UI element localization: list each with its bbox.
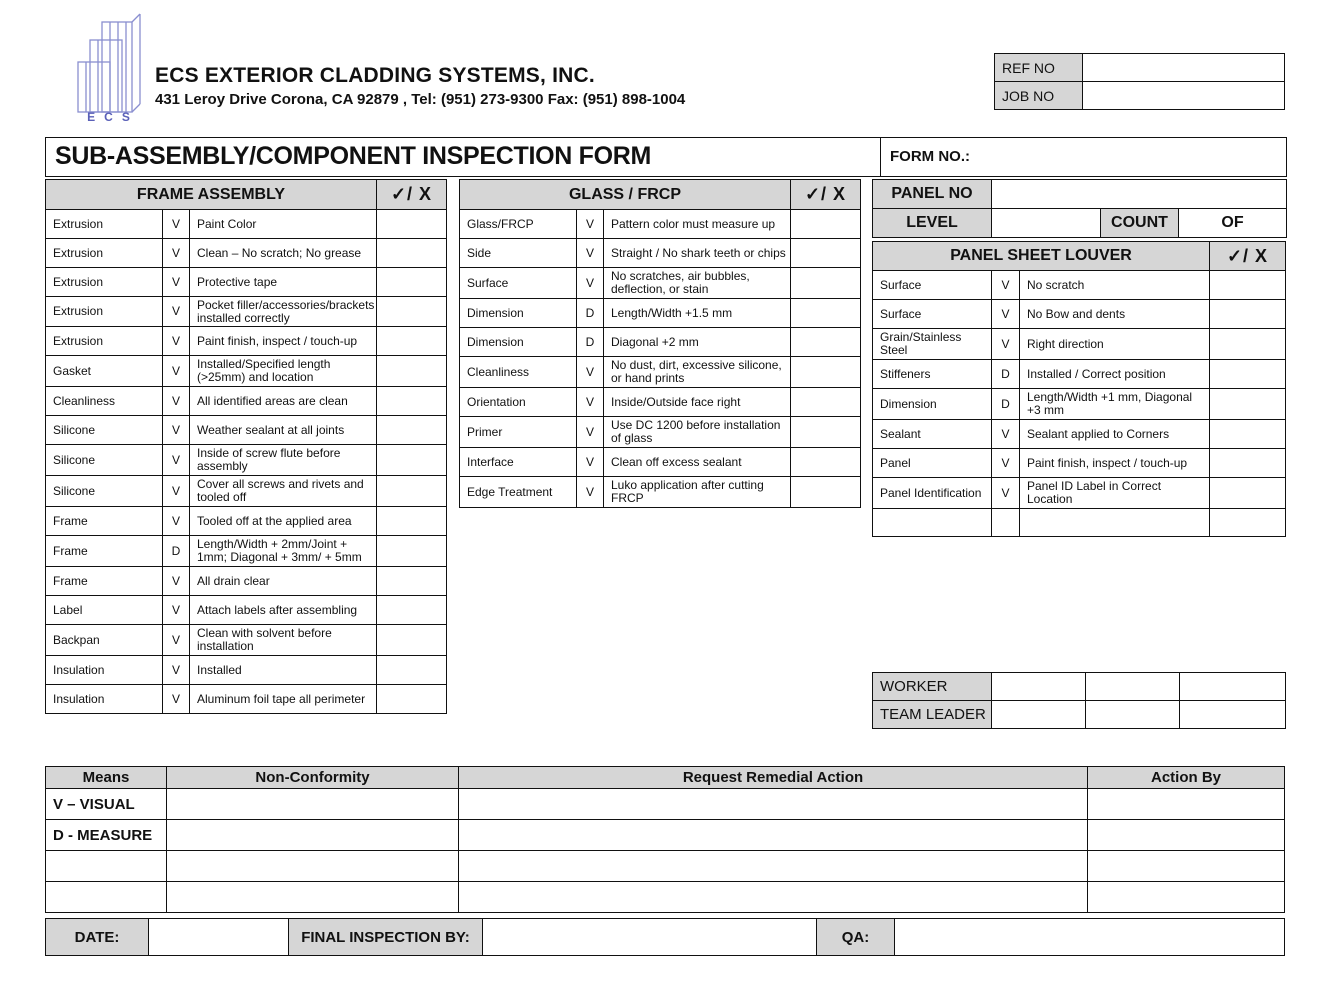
checklist-item: Cleanliness <box>460 357 577 388</box>
panel-no-label: PANEL NO <box>873 180 992 209</box>
checklist-criterion: No Bow and dents <box>1020 300 1210 329</box>
checklist-criterion: Pattern color must measure up <box>604 210 791 239</box>
final-inspection-label: FINAL INSPECTION BY: <box>289 919 483 956</box>
checklist-criterion: Paint finish, inspect / touch-up <box>1020 449 1210 478</box>
check-result-cell[interactable] <box>377 239 447 268</box>
nonconformity-cell[interactable] <box>167 820 459 851</box>
checklist-item: Surface <box>873 271 992 300</box>
check-result-cell[interactable] <box>377 596 447 625</box>
title-bar <box>45 137 1287 177</box>
inspection-method-code: V <box>577 477 604 508</box>
qa-label: QA: <box>817 919 895 956</box>
check-result-cell[interactable] <box>377 476 447 507</box>
checklist-criterion: Cover all screws and rivets and tooled off <box>190 476 377 507</box>
checklist-criterion: No scratch <box>1020 271 1210 300</box>
ref-job-table <box>994 53 1285 110</box>
checklist-row <box>460 239 861 268</box>
checklist-item: Extrusion <box>46 210 163 239</box>
team-leader-field-1[interactable] <box>992 701 1086 729</box>
check-result-cell[interactable] <box>791 268 861 299</box>
checklist-item: Interface <box>460 448 577 477</box>
inspection-method-code: V <box>163 327 190 356</box>
checklist-item: Dimension <box>873 389 992 420</box>
checklist-row <box>46 596 447 625</box>
action-by-cell[interactable] <box>1088 851 1285 882</box>
checklist-criterion: Paint finish, inspect / touch-up <box>190 327 377 356</box>
inspection-method-code: V <box>577 239 604 268</box>
checklist-criterion: Straight / No shark teeth or chips <box>604 239 791 268</box>
inspection-method-code: V <box>163 656 190 685</box>
inspection-method-code: V <box>992 420 1020 449</box>
checklist-row <box>460 357 861 388</box>
checklist-row <box>460 417 861 448</box>
check-result-cell[interactable] <box>377 536 447 567</box>
checklist-criterion: Aluminum foil tape all perimeter <box>190 685 377 714</box>
inspection-method-code: D <box>992 389 1020 420</box>
check-result-cell[interactable] <box>1210 329 1286 360</box>
checklist-item: Orientation <box>460 388 577 417</box>
checklist-item: Extrusion <box>46 327 163 356</box>
checklist-row <box>873 478 1286 509</box>
nonconformity-header: Non-Conformity <box>167 767 459 789</box>
qa-field[interactable] <box>895 919 1285 956</box>
check-result-cell[interactable] <box>377 327 447 356</box>
company-address: 431 Leroy Drive Corona, CA 92879 , Tel: (951) 273-9300 Fax: (951) 898-1004 <box>155 91 686 108</box>
checklist-row <box>46 656 447 685</box>
check-result-cell[interactable] <box>1210 389 1286 420</box>
checklist-item: Grain/Stainless Steel <box>873 329 992 360</box>
inspection-method-code: V <box>163 567 190 596</box>
inspection-method-code <box>992 509 1020 537</box>
inspection-method-code: V <box>577 268 604 299</box>
check-result-cell[interactable] <box>1210 420 1286 449</box>
checklist-criterion: Inside of screw flute before assembly <box>190 445 377 476</box>
check-result-cell[interactable] <box>377 656 447 685</box>
checklist-row <box>460 448 861 477</box>
means-measure: D - MEASURE <box>46 820 167 851</box>
nonconformity-cell[interactable] <box>167 851 459 882</box>
checklist-row <box>873 271 1286 300</box>
checklist-row <box>46 507 447 536</box>
glass-frcp-table <box>459 179 861 508</box>
date-label: DATE: <box>46 919 149 956</box>
inspection-method-code: V <box>992 300 1020 329</box>
panel-sheet-louver-heading: PANEL SHEET LOUVER <box>873 242 1210 271</box>
glass-check-mark-header: ✓/ X <box>791 180 861 210</box>
check-result-cell[interactable] <box>791 239 861 268</box>
checklist-criterion: Clean – No scratch; No grease <box>190 239 377 268</box>
checklist-row <box>46 625 447 656</box>
ref-no-field[interactable] <box>1083 54 1285 82</box>
checklist-criterion: Use DC 1200 before installation of glass <box>604 417 791 448</box>
checklist-criterion: Paint Color <box>190 210 377 239</box>
inspection-method-code: V <box>163 685 190 714</box>
checklist-criterion: Installed/Specified length (>25mm) and location <box>190 356 377 387</box>
panel-no-field[interactable] <box>992 180 1287 209</box>
inspection-method-code: V <box>163 416 190 445</box>
check-result-cell[interactable] <box>791 328 861 357</box>
check-result-cell[interactable] <box>791 299 861 328</box>
check-result-cell[interactable] <box>377 445 447 476</box>
check-result-cell[interactable] <box>377 356 447 387</box>
checklist-row <box>46 445 447 476</box>
checklist-row <box>46 239 447 268</box>
checklist-item: Extrusion <box>46 268 163 297</box>
inspection-method-code: V <box>163 356 190 387</box>
check-result-cell[interactable] <box>377 297 447 327</box>
inspection-method-code: V <box>577 210 604 239</box>
check-result-cell[interactable] <box>377 507 447 536</box>
means-visual: V – VISUAL <box>46 789 167 820</box>
checklist-row <box>460 477 861 508</box>
checklist-item: Extrusion <box>46 239 163 268</box>
check-result-cell[interactable] <box>791 357 861 388</box>
remedial-action-header: Request Remedial Action <box>459 767 1088 789</box>
checklist-criterion: Length/Width + 2mm/Joint + 1mm; Diagonal + 3mm/ + 5mm <box>190 536 377 567</box>
check-result-cell[interactable] <box>377 268 447 297</box>
checklist-row <box>873 449 1286 478</box>
checklist-criterion: All drain clear <box>190 567 377 596</box>
remedial-cell[interactable] <box>459 851 1088 882</box>
level-label: LEVEL <box>873 209 992 238</box>
team-leader-field-3[interactable] <box>1180 701 1286 729</box>
checklist-item: Dimension <box>460 328 577 357</box>
team-leader-field-2[interactable] <box>1086 701 1180 729</box>
worker-field-3[interactable] <box>1180 673 1286 701</box>
date-field[interactable] <box>149 919 289 956</box>
checklist-row <box>46 416 447 445</box>
checklist-row <box>46 685 447 714</box>
checklist-row <box>873 360 1286 389</box>
checklist-row <box>46 536 447 567</box>
checklist-criterion: Length/Width +1.5 mm <box>604 299 791 328</box>
check-result-cell[interactable] <box>1210 449 1286 478</box>
check-result-cell[interactable] <box>791 477 861 508</box>
checklist-criterion: Panel ID Label in Correct Location <box>1020 478 1210 509</box>
checklist-item: Glass/FRCP <box>460 210 577 239</box>
checklist-item: Extrusion <box>46 297 163 327</box>
checklist-criterion: Tooled off at the applied area <box>190 507 377 536</box>
count-label: COUNT <box>1101 209 1179 238</box>
checklist-row <box>46 268 447 297</box>
checklist-item: Frame <box>46 567 163 596</box>
remedial-cell[interactable] <box>459 789 1088 820</box>
checklist-item: Insulation <box>46 656 163 685</box>
check-result-cell[interactable] <box>791 417 861 448</box>
inspection-method-code: V <box>992 478 1020 509</box>
check-result-cell[interactable] <box>1210 271 1286 300</box>
checklist-criterion: Clean with solvent before installation <box>190 625 377 656</box>
checklist-row <box>46 476 447 507</box>
check-result-cell[interactable] <box>377 387 447 416</box>
checklist-item: Insulation <box>46 685 163 714</box>
checklist-row <box>46 387 447 416</box>
checklist-item: Cleanliness <box>46 387 163 416</box>
inspection-method-code: V <box>992 271 1020 300</box>
inspection-method-code: V <box>163 445 190 476</box>
checklist-criterion: Sealant applied to Corners <box>1020 420 1210 449</box>
level-field[interactable] <box>992 209 1101 238</box>
panel-sheet-louver-table <box>872 241 1286 537</box>
means-header: Means <box>46 767 167 789</box>
check-result-cell[interactable] <box>377 416 447 445</box>
action-by-header: Action By <box>1088 767 1285 789</box>
checklist-criterion: Installed <box>190 656 377 685</box>
panel-info-table <box>872 179 1287 238</box>
team-leader-label: TEAM LEADER <box>873 701 992 729</box>
checklist-item: Edge Treatment <box>460 477 577 508</box>
inspection-method-code: V <box>163 210 190 239</box>
inspection-method-code: V <box>163 625 190 656</box>
checklist-criterion: Pocket filler/accessories/brackets installed correctly <box>190 297 377 327</box>
check-result-cell[interactable] <box>377 567 447 596</box>
checklist-item: Primer <box>460 417 577 448</box>
checklist-item <box>873 509 992 537</box>
title-divider <box>880 138 881 176</box>
inspection-method-code: V <box>163 387 190 416</box>
remedial-cell[interactable] <box>459 820 1088 851</box>
checklist-row <box>460 299 861 328</box>
checklist-row <box>873 329 1286 360</box>
inspection-method-code: D <box>577 299 604 328</box>
check-result-cell[interactable] <box>791 448 861 477</box>
checklist-row <box>873 389 1286 420</box>
checklist-row <box>460 328 861 357</box>
checklist-item: Surface <box>460 268 577 299</box>
checklist-criterion: Attach labels after assembling <box>190 596 377 625</box>
building-logo-icon <box>72 10 152 126</box>
of-label: OF <box>1179 209 1287 238</box>
frame-assembly-heading: FRAME ASSEMBLY <box>46 180 377 210</box>
final-inspection-field[interactable] <box>483 919 817 956</box>
inspection-method-code: D <box>163 536 190 567</box>
checklist-item: Sealant <box>873 420 992 449</box>
checklist-row <box>873 300 1286 329</box>
checklist-item: Stiffeners <box>873 360 992 389</box>
company-header <box>155 64 685 108</box>
checklist-item: Silicone <box>46 445 163 476</box>
checklist-criterion <box>1020 509 1210 537</box>
inspection-method-code: V <box>163 507 190 536</box>
action-by-cell[interactable] <box>1088 789 1285 820</box>
checklist-item: Silicone <box>46 476 163 507</box>
checklist-criterion: Installed / Correct position <box>1020 360 1210 389</box>
checklist-criterion: Diagonal +2 mm <box>604 328 791 357</box>
means-cell[interactable] <box>46 851 167 882</box>
footer-table <box>45 918 1285 956</box>
inspection-method-code: V <box>163 297 190 327</box>
checklist-item: Side <box>460 239 577 268</box>
frame-assembly-table <box>45 179 447 714</box>
checklist-criterion: Weather sealant at all joints <box>190 416 377 445</box>
checklist-row <box>460 268 861 299</box>
checklist-item: Panel <box>873 449 992 478</box>
company-logo <box>72 10 152 126</box>
checklist-criterion: Clean off excess sealant <box>604 448 791 477</box>
ref-no-label: REF NO <box>995 54 1083 82</box>
check-result-cell[interactable] <box>791 388 861 417</box>
checklist-criterion: No dust, dirt, excessive silicone, or hand prints <box>604 357 791 388</box>
checklist-item: Dimension <box>460 299 577 328</box>
nonconformity-cell[interactable] <box>167 882 459 913</box>
checklist-item: Frame <box>46 507 163 536</box>
nonconformity-cell[interactable] <box>167 789 459 820</box>
checklist-criterion: No scratches, air bubbles, deflection, or stain <box>604 268 791 299</box>
check-result-cell[interactable] <box>1210 300 1286 329</box>
check-result-cell[interactable] <box>377 625 447 656</box>
checklist-item: Silicone <box>46 416 163 445</box>
checklist-row <box>460 388 861 417</box>
checklist-criterion: Protective tape <box>190 268 377 297</box>
check-result-cell[interactable] <box>1210 509 1286 537</box>
checklist-row <box>46 210 447 239</box>
check-result-cell[interactable] <box>1210 478 1286 509</box>
inspection-method-code: V <box>577 448 604 477</box>
logo-text: ECS <box>87 110 139 124</box>
checklist-row <box>46 356 447 387</box>
action-by-cell[interactable] <box>1088 820 1285 851</box>
inspection-method-code: V <box>992 449 1020 478</box>
job-no-label: JOB NO <box>995 82 1083 110</box>
job-no-field[interactable] <box>1083 82 1285 110</box>
checklist-item: Backpan <box>46 625 163 656</box>
panel-check-mark-header: ✓/ X <box>1210 242 1286 271</box>
checklist-row <box>46 297 447 327</box>
check-result-cell[interactable] <box>377 210 447 239</box>
inspection-method-code: V <box>577 388 604 417</box>
company-name: ECS EXTERIOR CLADDING SYSTEMS, INC. <box>155 64 595 87</box>
frame-check-mark-header: ✓/ X <box>377 180 447 210</box>
nonconformity-table <box>45 766 1285 913</box>
inspection-method-code: V <box>577 417 604 448</box>
checklist-criterion: Length/Width +1 mm, Diagonal +3 mm <box>1020 389 1210 420</box>
inspection-method-code: V <box>163 596 190 625</box>
check-result-cell[interactable] <box>1210 360 1286 389</box>
checklist-item: Frame <box>46 536 163 567</box>
checklist-row <box>873 509 1286 537</box>
worker-field-1[interactable] <box>992 673 1086 701</box>
inspection-method-code: D <box>577 328 604 357</box>
inspection-method-code: V <box>577 357 604 388</box>
check-result-cell[interactable] <box>377 685 447 714</box>
inspection-method-code: V <box>163 239 190 268</box>
action-by-cell[interactable] <box>1088 882 1285 913</box>
glass-frcp-heading: GLASS / FRCP <box>460 180 791 210</box>
inspection-method-code: D <box>992 360 1020 389</box>
checklist-row <box>46 327 447 356</box>
inspection-method-code: V <box>163 268 190 297</box>
form-no-label: FORM NO.: <box>890 148 970 165</box>
checklist-criterion: All identified areas are clean <box>190 387 377 416</box>
checklist-item: Label <box>46 596 163 625</box>
checklist-row <box>46 567 447 596</box>
checklist-row <box>873 420 1286 449</box>
checklist-criterion: Luko application after cutting FRCP <box>604 477 791 508</box>
remedial-cell[interactable] <box>459 882 1088 913</box>
inspection-method-code: V <box>992 329 1020 360</box>
worker-label: WORKER <box>873 673 992 701</box>
checklist-item: Gasket <box>46 356 163 387</box>
inspection-method-code: V <box>163 476 190 507</box>
check-result-cell[interactable] <box>791 210 861 239</box>
checklist-item: Panel Identification <box>873 478 992 509</box>
means-cell[interactable] <box>46 882 167 913</box>
checklist-criterion: Right direction <box>1020 329 1210 360</box>
checklist-item: Surface <box>873 300 992 329</box>
checklist-criterion: Inside/Outside face right <box>604 388 791 417</box>
checklist-row <box>460 210 861 239</box>
worker-field-2[interactable] <box>1086 673 1180 701</box>
signoff-table <box>872 672 1286 729</box>
form-title: SUB-ASSEMBLY/COMPONENT INSPECTION FORM <box>55 142 652 170</box>
